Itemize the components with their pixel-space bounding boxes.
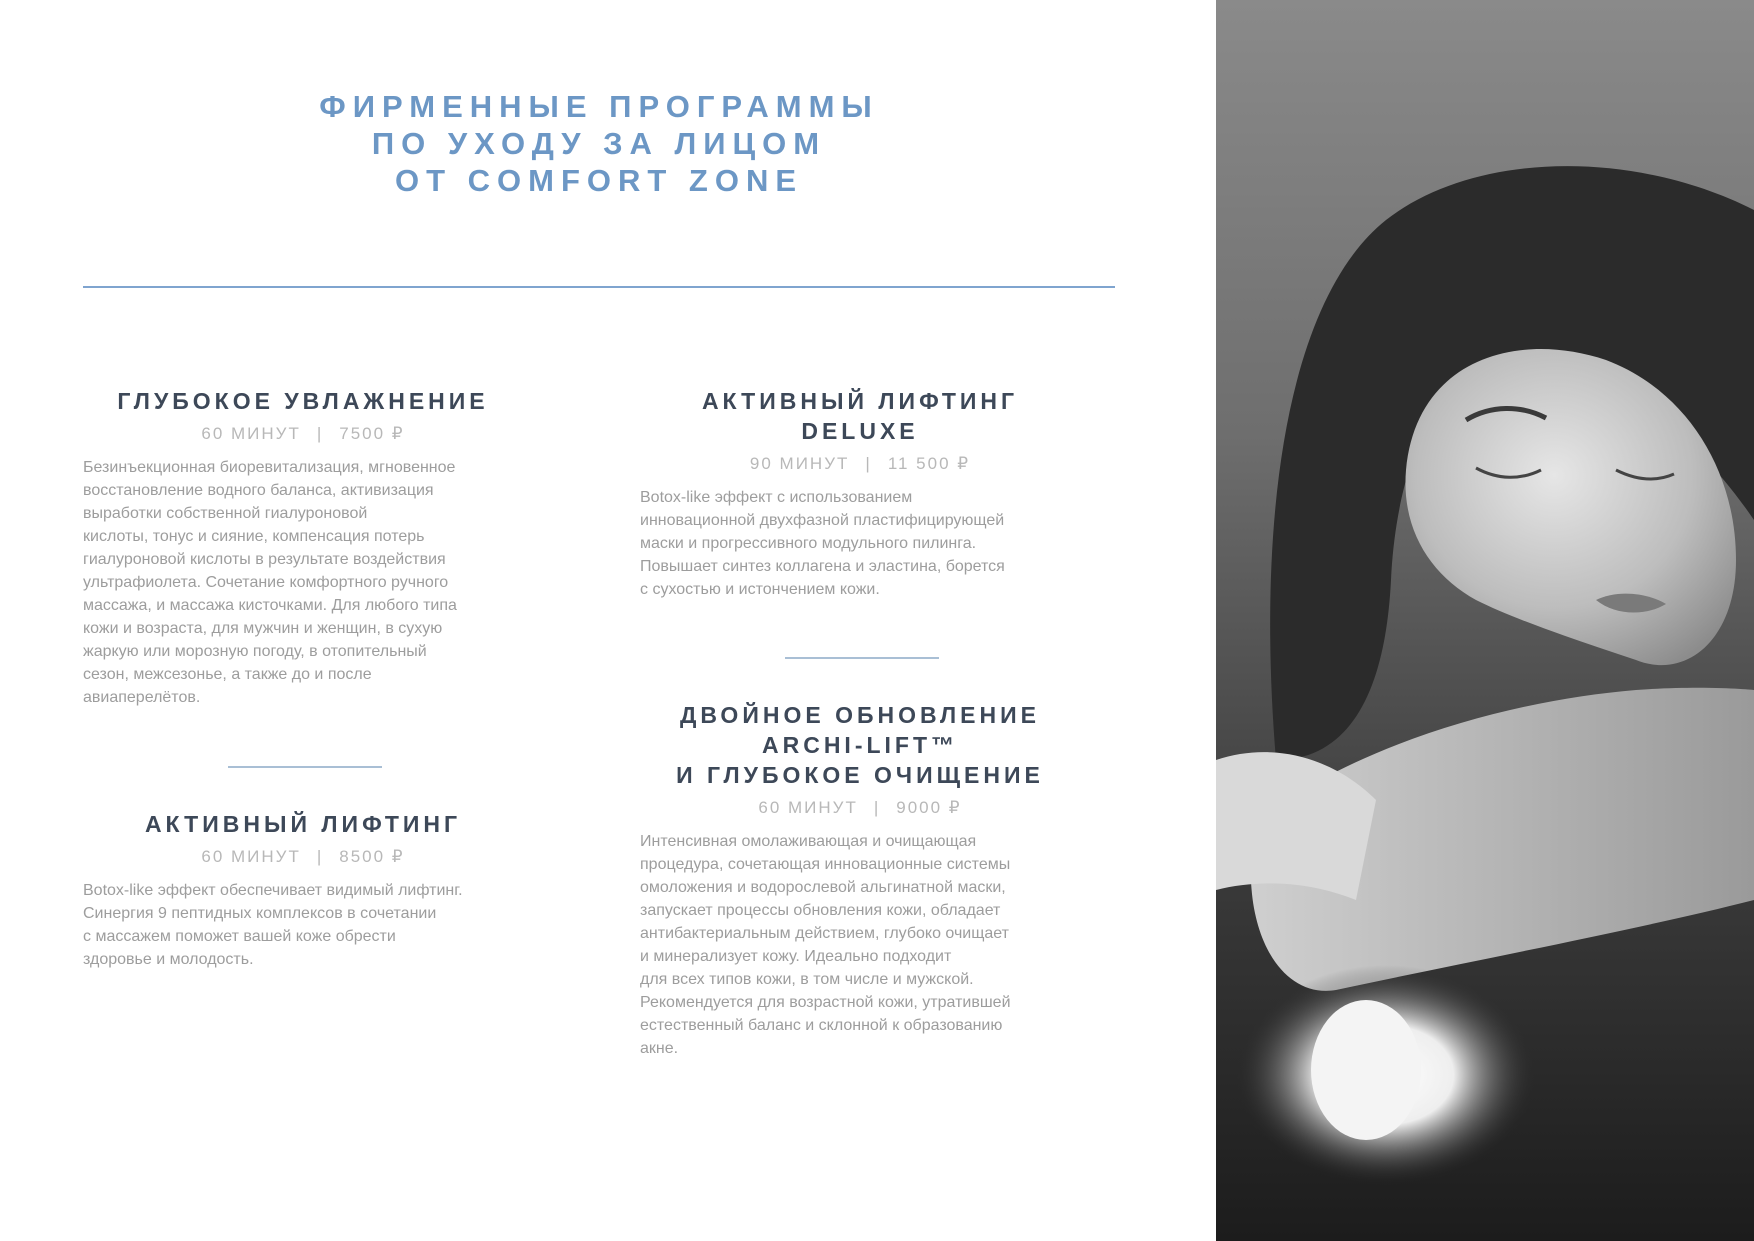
section-divider xyxy=(785,657,939,659)
program-price: 8500 ₽ xyxy=(339,847,405,866)
description-line: Интенсивная омолаживающая и очищающая xyxy=(640,833,977,850)
description-line: массажа, и массажа кисточками. Для любого типа xyxy=(83,597,457,614)
program-duration: 60 МИНУТ xyxy=(201,847,301,866)
program-duration: 60 МИНУТ xyxy=(758,798,858,817)
program-active-lifting xyxy=(83,809,523,971)
description-line: ультрафиолета. Сочетание комфортного ручного xyxy=(83,574,449,591)
meta-separator: | xyxy=(873,798,881,817)
description-line: инновационной двухфазной пластифицирующей xyxy=(640,512,1005,529)
meta-separator: | xyxy=(316,847,324,866)
spa-photo-illustration xyxy=(1216,0,1754,1241)
description-line: омоложения и водорослевой альгинатной маски, xyxy=(640,879,1006,896)
description-line: процедура, сочетающая инновационные системы xyxy=(640,856,1011,873)
description-line: авиаперелётов. xyxy=(83,689,201,706)
program-title xyxy=(640,700,1080,790)
program-title xyxy=(83,386,523,416)
program-title-line: И ГЛУБОКОЕ ОЧИЩЕНИЕ xyxy=(676,762,1044,788)
program-price: 9000 ₽ xyxy=(896,798,962,817)
page-title-line: ФИРМЕННЫЕ ПРОГРАММЫ xyxy=(319,89,879,124)
description-line: акне. xyxy=(640,1040,679,1057)
description-line: Безинъекционная биоревитализация, мгновенное xyxy=(83,459,456,476)
description-line: Повышает синтез коллагена и эластина, борется xyxy=(640,558,1005,575)
description-line: кислоты, тонус и сияние, компенсация потерь xyxy=(83,528,425,545)
spa-photo xyxy=(1216,0,1754,1241)
description-line: кожи и возраста, для мужчин и женщин, в сухую xyxy=(83,620,443,637)
program-title-line: АКТИВНЫЙ ЛИФТИНГ xyxy=(701,388,1019,414)
program-description xyxy=(83,879,523,971)
description-line: выработки собственной гиалуроновой xyxy=(83,505,368,522)
program-description xyxy=(640,830,1080,1060)
program-meta xyxy=(83,845,523,869)
description-line: жаркую или морозную погоду, в отопительный xyxy=(83,643,427,660)
program-title-line: DELUXE xyxy=(801,418,919,444)
meta-separator: | xyxy=(316,424,324,443)
description-line: восстановление водного баланса, активизация xyxy=(83,482,434,499)
program-meta xyxy=(640,452,1080,476)
description-line: Рекомендуется для возрастной кожи, утратившей xyxy=(640,994,1011,1011)
page-title xyxy=(83,88,1115,199)
description-line: маски и прогрессивного модульного пилинга. xyxy=(640,535,977,552)
program-title-line: ДВОЙНОЕ ОБНОВЛЕНИЕ xyxy=(680,702,1040,728)
description-line: с массажем поможет вашей коже обрести xyxy=(83,928,396,945)
program-title-line: ГЛУБОКОЕ УВЛАЖНЕНИЕ xyxy=(117,388,489,414)
description-line: сезон, межсезонье, а также до и после xyxy=(83,666,372,683)
description-line: Синергия 9 пептидных комплексов в сочетании xyxy=(83,905,437,922)
program-duration: 90 МИНУТ xyxy=(749,454,850,473)
section-divider xyxy=(228,766,382,768)
program-meta xyxy=(83,422,523,446)
description-line: антибактериальным действием, глубоко очищает xyxy=(640,925,1009,942)
candle-shape xyxy=(1311,1000,1421,1140)
title-divider xyxy=(83,286,1115,288)
program-description xyxy=(83,456,523,709)
description-line: гиалуроновой кислоты в результате воздействия xyxy=(83,551,446,568)
program-price: 7500 ₽ xyxy=(339,424,405,443)
description-line: здоровье и молодость. xyxy=(83,951,254,968)
program-price: 11 500 ₽ xyxy=(887,454,971,473)
program-double-renewal xyxy=(640,700,1080,1060)
program-title xyxy=(640,386,1080,446)
program-duration: 60 МИНУТ xyxy=(201,424,301,443)
program-title-line: АКТИВНЫЙ ЛИФТИНГ xyxy=(144,811,462,837)
description-line: Botox-like эффект обеспечивает видимый лифтинг. xyxy=(83,882,463,899)
description-line: естественный баланс и склонной к образованию xyxy=(640,1017,1003,1034)
description-line: запускает процессы обновления кожи, обладает xyxy=(640,902,1001,919)
description-line: с сухостью и истончением кожи. xyxy=(640,581,880,598)
program-title xyxy=(83,809,523,839)
description-line: для всех типов кожи, в том числе и мужской. xyxy=(640,971,974,988)
program-meta xyxy=(640,796,1080,820)
page-title-line: ПО УХОДУ ЗА ЛИЦОМ xyxy=(371,126,827,161)
program-deep-hydration xyxy=(83,386,523,709)
program-description xyxy=(640,486,1080,601)
program-title-line: ARCHI-LIFT™ xyxy=(761,732,959,758)
page-title-line: ОТ COMFORT ZONE xyxy=(394,163,804,198)
program-active-lifting-deluxe xyxy=(640,386,1080,601)
meta-separator: | xyxy=(865,454,872,473)
description-line: и минерализует кожу. Идеально подходит xyxy=(640,948,952,965)
description-line: Botox-like эффект с использованием xyxy=(640,489,913,506)
